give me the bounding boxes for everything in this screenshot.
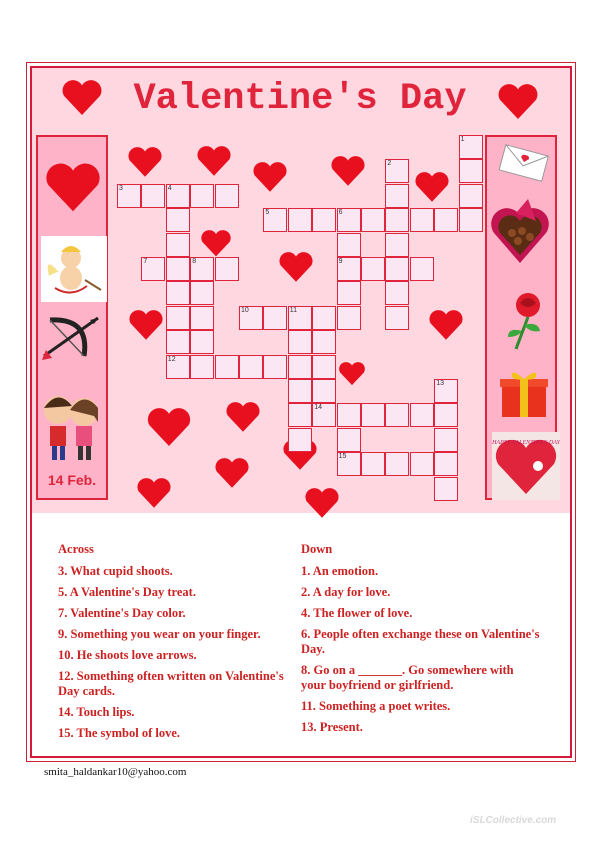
heart-icon (330, 156, 366, 187)
clue-number: 8 (192, 258, 197, 265)
crossword-cell[interactable] (385, 233, 409, 257)
heart-icon (44, 162, 102, 214)
clue-down: 8. Go on a _______. Go somewhere with your boyfriend or girlfriend. (301, 663, 514, 692)
crossword-cell[interactable] (410, 403, 434, 427)
heart-icon (252, 162, 288, 193)
crossword-cell[interactable] (288, 355, 312, 379)
clue-down: 11. Something a poet writes. (301, 699, 451, 713)
crossword-cell[interactable] (263, 306, 287, 330)
crossword-cell[interactable] (288, 379, 312, 403)
clue-number: 2 (387, 160, 392, 168)
crossword-cell[interactable] (190, 330, 214, 354)
crossword-cell[interactable] (190, 306, 214, 330)
crossword-cell[interactable] (263, 355, 287, 379)
clue-down: 2. A day for love. (301, 585, 391, 599)
clue-across: 5. A Valentine's Day treat. (58, 585, 196, 599)
crossword-cell[interactable] (434, 208, 458, 232)
chocolate-box-icon (490, 195, 552, 267)
kissing-kids-icon (38, 386, 106, 466)
crossword-cell[interactable] (190, 184, 214, 208)
heart-icon (225, 402, 261, 433)
crossword-cell[interactable] (215, 184, 239, 208)
crossword-cell[interactable] (312, 355, 336, 379)
crossword-cell[interactable] (166, 281, 190, 305)
crossword-cell[interactable] (361, 403, 385, 427)
clue-number: 9 (338, 258, 343, 265)
crossword-cell[interactable] (312, 306, 336, 330)
heart-icon (146, 408, 192, 447)
heart-icon (414, 172, 450, 203)
heart-icon (214, 458, 250, 489)
clue-number: 11 (289, 306, 298, 314)
crossword-cell[interactable] (385, 403, 409, 427)
crossword-cell[interactable] (337, 403, 361, 427)
crossword-cell[interactable] (288, 403, 312, 427)
crossword-cell[interactable] (288, 330, 312, 354)
clue-across: 12. Something often written on Valentine's Day cards. (58, 669, 284, 698)
crossword-cell[interactable] (459, 208, 483, 232)
heart-icon (428, 310, 464, 341)
crossword-cell[interactable] (434, 477, 458, 501)
clue-number: 3 (119, 184, 123, 192)
bow-arrow-icon (40, 310, 106, 366)
crossword-cell[interactable] (190, 355, 214, 379)
crossword-cell[interactable] (312, 379, 336, 403)
heart-icon (136, 478, 172, 509)
clue-across: 9. Something you wear on your finger. (58, 627, 261, 641)
crossword-cell[interactable] (166, 330, 190, 354)
rose-icon (498, 287, 554, 355)
clue-number: 10 (241, 306, 249, 314)
crossword-cell[interactable] (337, 428, 361, 452)
crossword-cell[interactable] (288, 208, 312, 232)
crossword-cell[interactable] (410, 452, 434, 476)
crossword-cell[interactable] (166, 208, 190, 232)
clue-number: 5 (265, 209, 270, 217)
clue-across: 15. The symbol of love. (58, 726, 180, 740)
crossword-cell[interactable] (459, 159, 483, 183)
author-email: smita_haldankar10@yahoo.com (44, 766, 187, 778)
clue-number: 6 (338, 209, 343, 217)
crossword-cell[interactable] (312, 208, 336, 232)
crossword-cell[interactable] (166, 306, 190, 330)
across-heading: Across (58, 542, 94, 556)
heart-icon (127, 147, 163, 178)
crossword-cell[interactable] (385, 208, 409, 232)
clue-down: 1. An emotion. (301, 564, 379, 578)
clue-down: 4. The flower of love. (301, 606, 413, 620)
crossword-cell[interactable] (385, 257, 409, 281)
crossword-cell[interactable] (337, 281, 361, 305)
cupid-icon (41, 236, 107, 302)
crossword-cell[interactable] (385, 306, 409, 330)
crossword-cell[interactable] (166, 233, 190, 257)
crossword-cell[interactable] (166, 257, 190, 281)
page-title: Valentine's Day (133, 78, 467, 120)
heart-icon (278, 252, 314, 283)
clue-number: 1 (460, 136, 465, 143)
heart-icon (128, 310, 164, 341)
crossword-cell[interactable] (215, 355, 239, 379)
heart-icon (496, 84, 540, 120)
crossword-cell[interactable] (434, 428, 458, 452)
gift-icon (496, 365, 552, 421)
envelope-icon (498, 142, 550, 182)
crossword-cell[interactable] (337, 233, 361, 257)
crossword-cell[interactable] (410, 257, 434, 281)
heart-icon (200, 230, 232, 257)
watermark: iSLCollective.com (470, 815, 557, 826)
svg-text:HAPPY VALENTINE'S DAY: HAPPY VALENTINE'S DAY (492, 440, 560, 446)
clue-across: 3. What cupid shoots. (58, 564, 173, 578)
clue-number: 15 (338, 453, 347, 461)
crossword-cell[interactable] (385, 184, 409, 208)
crossword-cell[interactable] (337, 306, 361, 330)
heart-icon (338, 362, 366, 386)
clue-number: 7 (143, 258, 148, 265)
clue-down: 6. People often exchange these on Valentine's Day. (301, 627, 540, 656)
crossword-cell[interactable] (361, 452, 385, 476)
crossword-cell[interactable] (385, 452, 409, 476)
crossword-cell[interactable] (141, 184, 165, 208)
crossword-cell[interactable] (434, 452, 458, 476)
down-heading: Down (301, 542, 333, 556)
crossword-cell[interactable] (410, 208, 434, 232)
clue-number: 14 (314, 404, 322, 412)
across-clues (58, 542, 296, 747)
crossword-cell[interactable] (385, 281, 409, 305)
crossword-cell[interactable] (288, 428, 312, 452)
down-clues (301, 542, 541, 741)
heart-icon (196, 146, 232, 177)
crossword-cell[interactable] (215, 257, 239, 281)
clue-across: 10. He shoots love arrows. (58, 648, 197, 662)
cake-icon (492, 432, 560, 500)
clue-number: 13 (436, 380, 444, 387)
clue-down: 13. Present. (301, 720, 363, 734)
date-label: 14 Feb. (47, 472, 97, 488)
heart-icon (60, 80, 104, 116)
crossword-cell[interactable] (190, 281, 214, 305)
crossword-cell[interactable] (459, 184, 483, 208)
crossword-cell[interactable] (312, 330, 336, 354)
clue-number: 12 (167, 355, 176, 363)
clue-across: 14. Touch lips. (58, 705, 135, 719)
clue-number: 4 (167, 184, 172, 192)
crossword-cell[interactable] (361, 208, 385, 232)
heart-icon (304, 488, 340, 519)
crossword-cell[interactable] (239, 355, 263, 379)
crossword-cell[interactable] (434, 403, 458, 427)
clue-across: 7. Valentine's Day color. (58, 606, 186, 620)
crossword-cell[interactable] (361, 257, 385, 281)
